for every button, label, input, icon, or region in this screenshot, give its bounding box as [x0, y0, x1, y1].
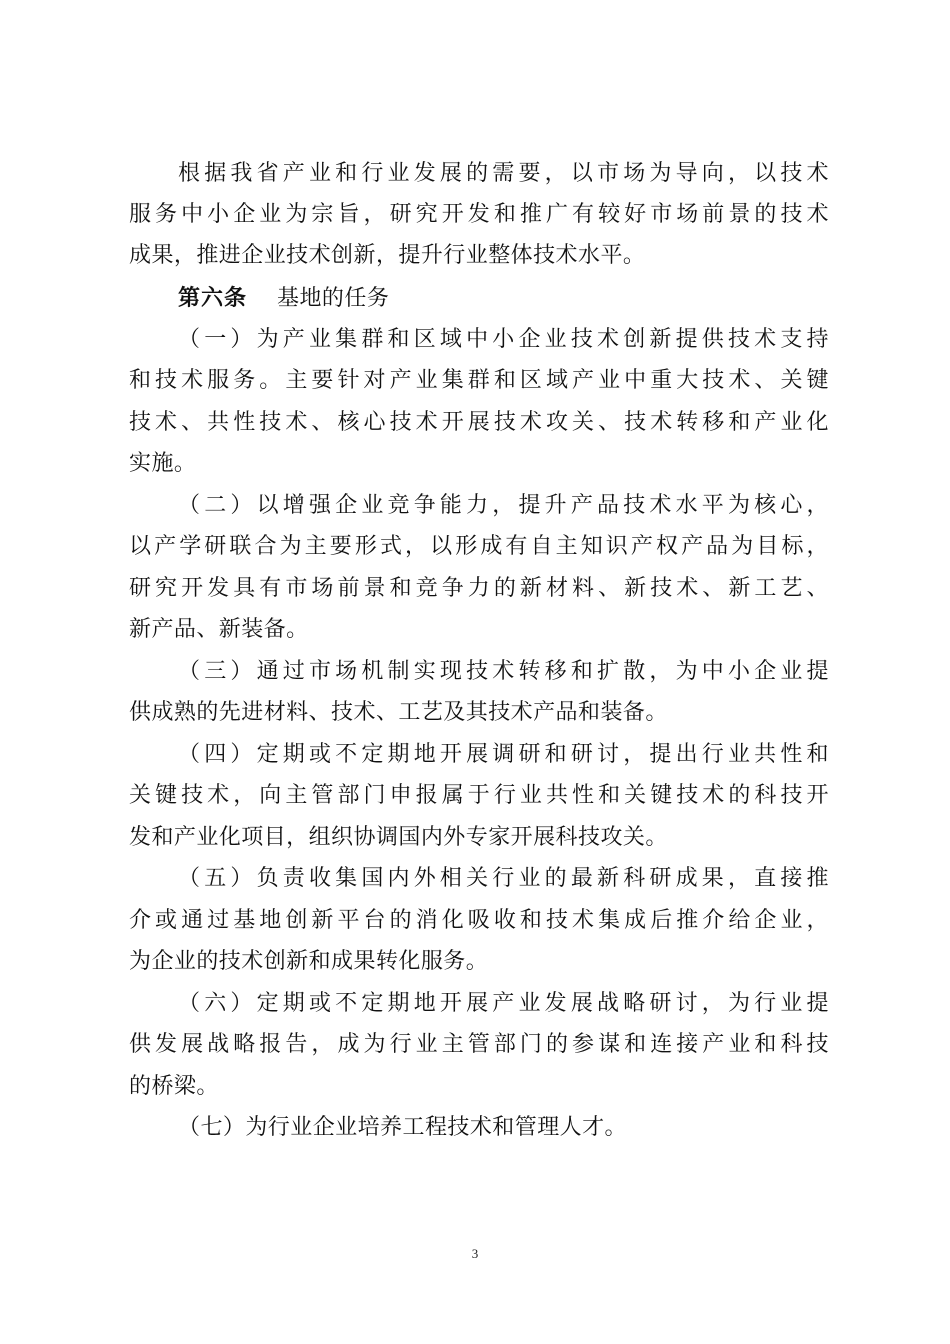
text-line-13: （三）通过市场机制实现技术转移和扩散，为中小企业提 — [178, 659, 829, 684]
text-line-3: 成果，推进企业技术创新，提升行业整体技术水平。 — [129, 243, 646, 268]
text-line-5: （一）为产业集群和区域中小企业技术创新提供技术支持 — [178, 327, 829, 352]
text-line-17: 发和产业化项目，组织协调国内外专家开展科技攻关。 — [129, 825, 668, 850]
text-line-18: （五）负责收集国内外相关行业的最新科研成果，直接推 — [178, 866, 829, 891]
text-line-23: 的桥梁。 — [129, 1074, 219, 1099]
text-line-19: 介或通过基地创新平台的消化吸收和技术集成后推介给企业， — [129, 908, 829, 933]
page-number: 3 — [471, 1246, 479, 1261]
article-heading — [178, 284, 829, 313]
text-line-16: 关键技术，向主管部门申报属于行业共性和关键技术的科技开 — [129, 783, 829, 808]
article-label: 第六条 — [178, 285, 248, 311]
text-line-22: 供发展战略报告，成为行业主管部门的参谋和连接产业和科技 — [129, 1032, 829, 1057]
text-line-9: （二）以增强企业竞争能力，提升产品技术水平为核心， — [178, 493, 829, 518]
text-line-12: 新产品、新装备。 — [129, 617, 309, 642]
text-line-7: 技术、共性技术、核心技术开展技术攻关、技术转移和产业化 — [129, 410, 829, 435]
article-title: 基地的任务 — [277, 286, 390, 311]
text-line-10: 以产学研联合为主要形式，以形成有自主知识产权产品为目标， — [129, 534, 829, 559]
text-line-15: （四）定期或不定期地开展调研和研讨，提出行业共性和 — [178, 742, 829, 767]
text-line-1: 根据我省产业和行业发展的需要，以市场为导向，以技术 — [178, 161, 829, 186]
text-line-2: 服务中小企业为宗旨，研究开发和推广有较好市场前景的技术 — [129, 202, 829, 227]
text-line-8: 实施。 — [129, 451, 197, 476]
text-line-6: 和技术服务。主要针对产业集群和区域产业中重大技术、关键 — [129, 368, 829, 393]
text-line-24: （七）为行业企业培养工程技术和管理人才。 — [178, 1115, 628, 1140]
text-line-11: 研究开发具有市场前景和竞争力的新材料、新技术、新工艺、 — [129, 576, 829, 601]
text-line-20: 为企业的技术创新和成果转化服务。 — [129, 949, 489, 974]
text-line-21: （六）定期或不定期地开展产业发展战略研讨，为行业提 — [178, 991, 829, 1016]
text-line-14: 供成熟的先进材料、技术、工艺及其技术产品和装备。 — [129, 700, 668, 725]
